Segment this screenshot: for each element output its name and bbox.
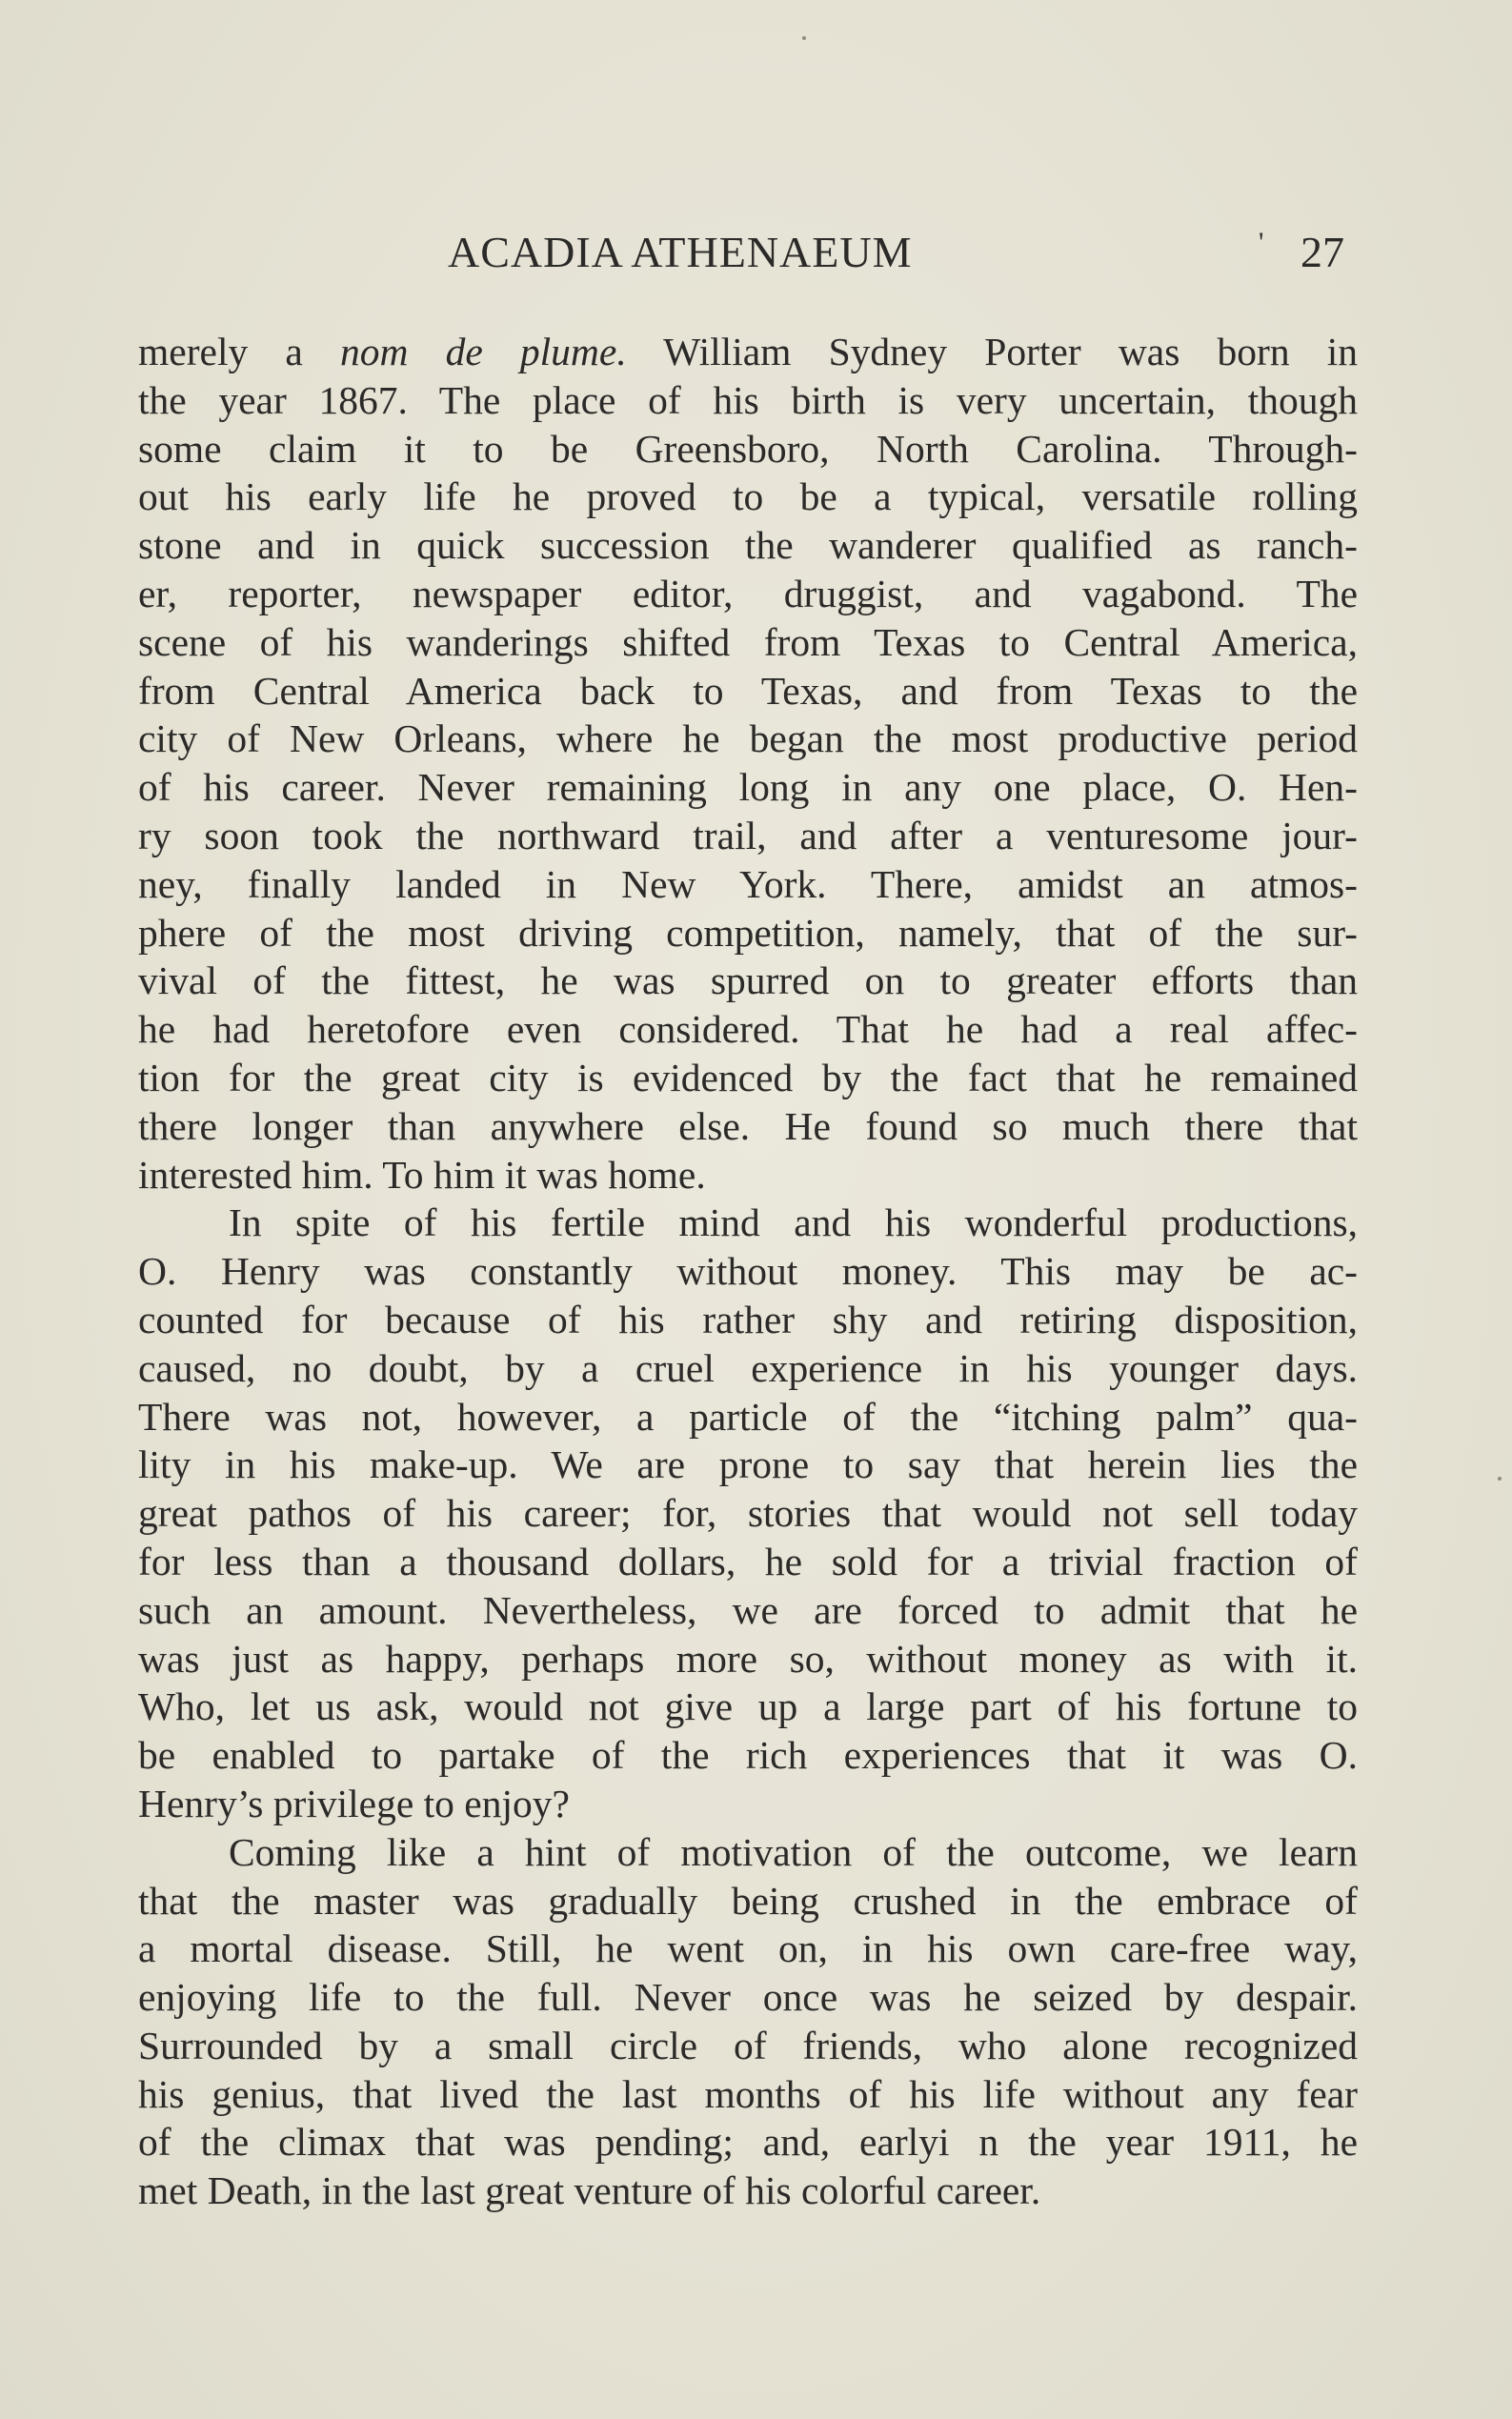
page-number: 27 bbox=[1300, 228, 1344, 276]
paragraph bbox=[138, 1199, 1358, 1827]
text-line: some claim it to be Greensboro, North Carolina. Through- bbox=[138, 426, 1358, 471]
text-line: of the climax that was pending; and, earlyi n the year 1911, he bbox=[138, 2120, 1358, 2165]
text-line: was just as happy, perhaps more so, without money as with it. bbox=[138, 1636, 1358, 1681]
text-line: ney, finally landed in New York. There, amidst an atmos- bbox=[138, 861, 1358, 906]
italic-phrase: nom de plume. bbox=[339, 330, 627, 373]
text-line: caused, no doubt, by a cruel experience in his younger days. bbox=[138, 1345, 1358, 1390]
article-body bbox=[138, 328, 1358, 2215]
paragraph bbox=[138, 328, 1358, 1199]
text-line bbox=[138, 328, 1358, 376]
text-line: scene of his wanderings shifted from Texas to Central America, bbox=[138, 619, 1358, 664]
text-line: of his career. Never remaining long in any one place, O. Hen- bbox=[138, 765, 1358, 810]
text-line: lity in his make-up. We are prone to say that herein lies the bbox=[138, 1442, 1358, 1487]
text-line: from Central America back to Texas, and from Texas to the bbox=[138, 668, 1358, 713]
text-line: O. Henry was constantly without money. This may be ac- bbox=[138, 1249, 1358, 1294]
page-header bbox=[138, 227, 1358, 284]
text-line: tion for the great city is evidenced by the fact that he remained bbox=[138, 1055, 1358, 1099]
text-line: stone and in quick succession the wanderer qualified as ranch- bbox=[138, 523, 1358, 568]
text-line: that the master was gradually being crushed in the embrace of bbox=[138, 1878, 1358, 1923]
paragraph bbox=[138, 1828, 1358, 2215]
text-line: his genius, that lived the last months of his life without any fear bbox=[138, 2071, 1358, 2116]
text-line: city of New Orleans, where he began the most productive period bbox=[138, 716, 1358, 761]
text-line: phere of the most driving competition, namely, that of the sur- bbox=[138, 910, 1358, 955]
text-line: the year 1867. The place of his birth is very uncertain, though bbox=[138, 377, 1358, 422]
text-line: er, reporter, newspaper editor, druggist, and vagabond. The bbox=[138, 571, 1358, 615]
text-line: Henry’s privilege to enjoy? bbox=[138, 1781, 570, 1825]
text-line: ry soon took the northward trail, and after a venturesome jour- bbox=[138, 813, 1358, 857]
text-line: such an amount. Nevertheless, we are forced to admit that he bbox=[138, 1587, 1358, 1632]
text-line: there longer than anywhere else. He found so much there that bbox=[138, 1103, 1358, 1148]
text-line: Surrounded by a small circle of friends, who alone recognized bbox=[138, 2023, 1358, 2067]
text-line: interested him. To him it was home. bbox=[138, 1152, 706, 1197]
folio-mark: ' bbox=[1259, 227, 1264, 258]
paper-speck bbox=[802, 36, 806, 40]
paper-speck bbox=[1498, 1477, 1502, 1481]
text-line: enjoying life to the full. Never once was he seized by despair. bbox=[138, 1975, 1358, 2020]
text-line: out his early life he proved to be a typical, versatile rolling bbox=[138, 474, 1358, 519]
text-segment: merely a bbox=[138, 330, 340, 373]
text-line: for less than a thousand dollars, he sold for a trivial fraction of bbox=[138, 1539, 1358, 1583]
text-line: In spite of his fertile mind and his wonderful productions, bbox=[229, 1200, 1358, 1245]
text-line: There was not, however, a particle of the “itching palm” qua- bbox=[138, 1394, 1358, 1439]
text-line: great pathos of his career; for, stories that would not sell today bbox=[138, 1491, 1358, 1536]
text-line: counted for because of his rather shy and retiring disposition, bbox=[138, 1297, 1358, 1341]
text-line: be enabled to partake of the rich experiences that it was O. bbox=[138, 1733, 1358, 1778]
text-line: a mortal disease. Still, he went on, in his own care-free way, bbox=[138, 1926, 1358, 1971]
text-segment: William Sydney Porter was born in bbox=[626, 330, 1359, 373]
text-line: he had heretofore even considered. That he had a real affec- bbox=[138, 1007, 1358, 1052]
running-title: ACADIA ATHENAEUM bbox=[448, 228, 913, 276]
text-line: vival of the fittest, he was spurred on to greater efforts than bbox=[138, 958, 1358, 1003]
text-line: Coming like a hint of motivation of the outcome, we learn bbox=[229, 1829, 1358, 1874]
text-line: Who, let us ask, would not give up a large part of his fortune to bbox=[138, 1684, 1358, 1729]
text-line: met Death, in the last great venture of his colorful career. bbox=[138, 2168, 1041, 2213]
